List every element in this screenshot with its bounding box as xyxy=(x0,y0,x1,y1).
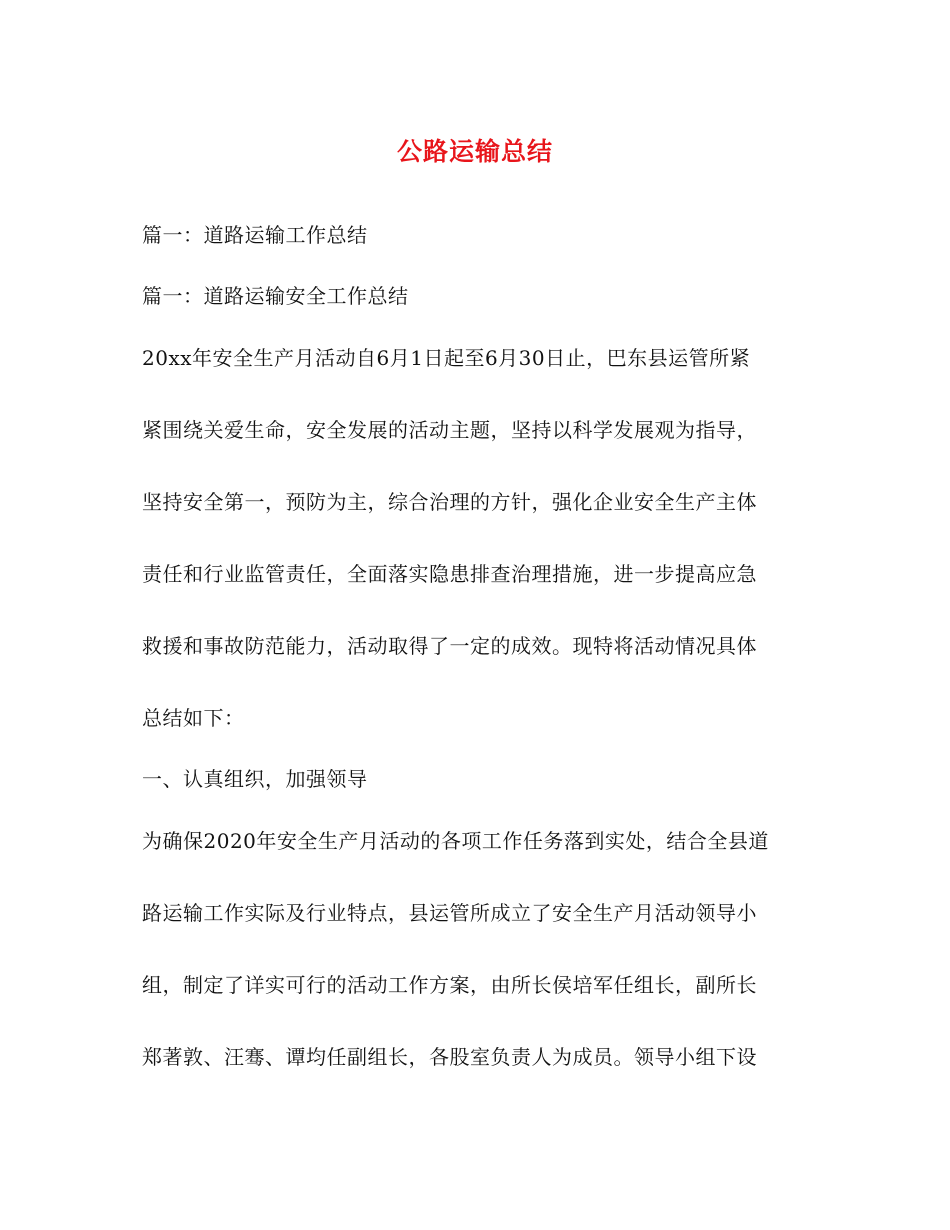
paragraph-line: 郑著敦、汪骞、谭均任副组长，各股室负责人为成员。领导小组下设 xyxy=(142,1045,757,1069)
section-heading: 篇一：道路运输安全工作总结 xyxy=(142,284,409,308)
paragraph-line: 路运输工作实际及行业特点，县运管所成立了安全生产月活动领导小 xyxy=(142,901,757,925)
paragraph-line: 总结如下： xyxy=(142,706,245,730)
section-heading: 篇一：道路运输工作总结 xyxy=(142,223,368,247)
paragraph-line: 紧围绕关爱生命，安全发展的活动主题，坚持以科学发展观为指导， xyxy=(142,418,757,442)
document-title: 公路运输总结 xyxy=(396,137,553,166)
paragraph-line: 组，制定了详实可行的活动工作方案，由所长侯培军任组长，副所长 xyxy=(142,973,757,997)
paragraph-line: 坚持安全第一，预防为主，综合治理的方针，强化企业安全生产主体 xyxy=(142,490,757,514)
paragraph-line: 救援和事故防范能力，活动取得了一定的成效。现特将活动情况具体 xyxy=(142,634,757,658)
paragraph-line: 20xx年安全生产月活动自6月1日起至6月30日止，巴东县运管所紧 xyxy=(142,346,751,370)
section-heading: 一、认真组织，加强领导 xyxy=(142,767,368,791)
paragraph-line: 责任和行业监管责任，全面落实隐患排查治理措施，进一步提高应急 xyxy=(142,562,757,586)
paragraph-line: 为确保2020年安全生产月活动的各项工作任务落到实处，结合全县道 xyxy=(142,829,769,853)
